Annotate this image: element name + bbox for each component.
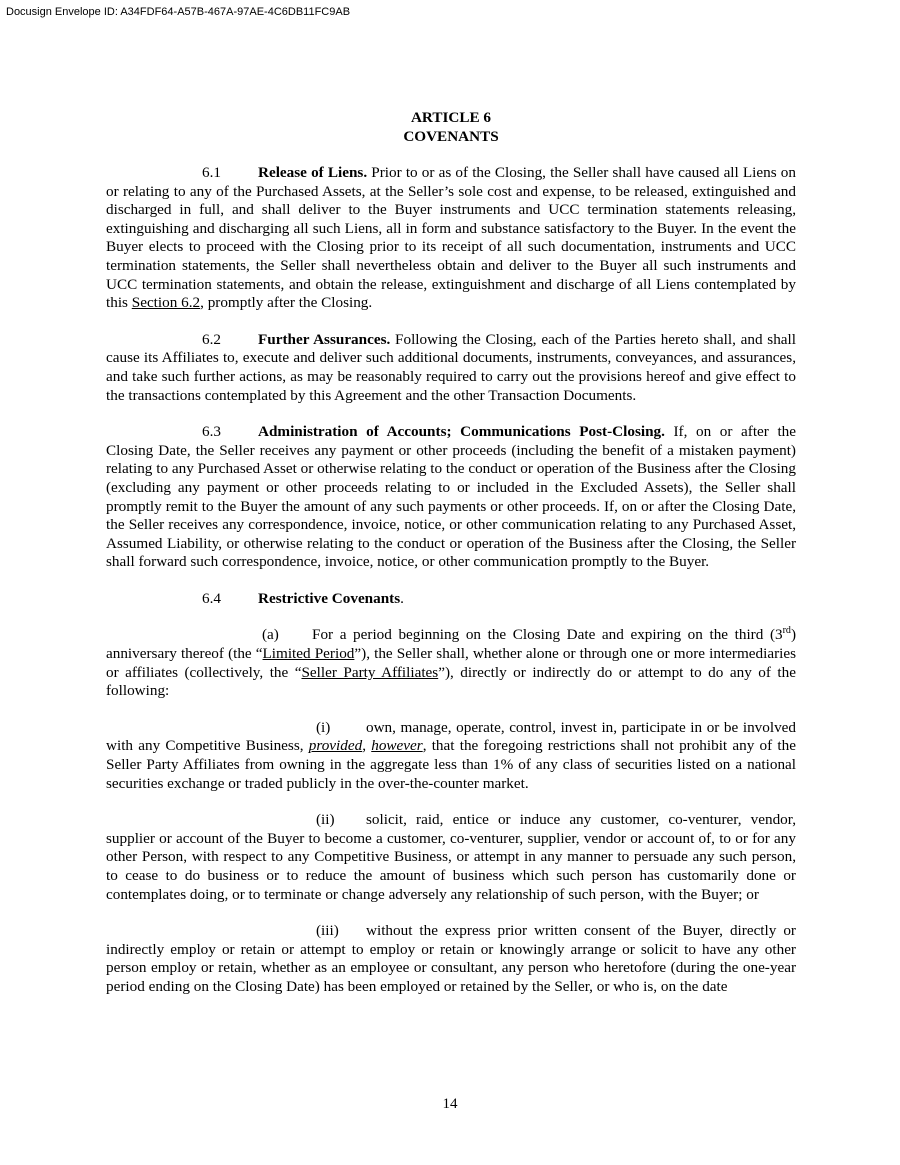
section-6-1: 6.1 Release of Liens. Prior to or as of the Closing, the Seller shall have caused all Liens on or relating to any of the Purchased Assets, at the Seller’s sole cost and expense, to be released, extinguished and discharged in full, and shall deliver to the Buyer instruments and UCC termination statements releasing, extinguishing and discharging all such Liens, all in form and substance satisfactory to the Buyer. In the event the Buyer elects to proceed with the Closing prior to its receipt of all such documentation, instruments and UCC termination statements, the Seller shall nevertheless obtain and deliver to the Buyer all such instruments and UCC termination statements, and obtain the release, extinguishment and discharge of all Liens contemplated by this Section 6.2, promptly after the Closing. [106,164,796,312]
defined-term: Seller Party Affiliates [301,663,439,681]
subsection-number: (a) [262,626,279,644]
clause-iii: (iii) without the express prior written consent of the Buyer, directly or indirectly employ or retain or attempt to employ or retain or knowingly arrange or solicit to have any other person employ or retain, whether as an employee or consultant, any person who heretofore (during the one-year period ending on the Closing Date) has been employed or retained by the Seller, or who is, on the date [106,922,796,995]
section-heading: Administration of Accounts; Communications Post-Closing. [258,423,665,441]
clause-ii: (ii) solicit, raid, entice or induce any customer, co-venturer, vendor, supplier or account of the Buyer to become a customer, co-venturer, supplier, vendor or account of, to or for any other Person, with respect to any Competitive Business, or attempt in any manner to persuade any such person, to cease to do business or to reduce the amount of business which such person has customarily done or contemplates doing, or to terminate or change adversely any relationship of such person, with the Buyer; or [106,811,796,903]
section-6-3: 6.3 Administration of Accounts; Communications Post-Closing. If, on or after the Closing Date, the Seller receives any payment or other proceeds (including the benefit of a mistaken payment) relating to any Purchased Asset or otherwise relating to the conduct or operation of the Business after the Closing (excluding any payment or other proceeds relating to or included in the Excluded Assets), the Seller shall promptly remit to the Buyer the amount of any such payments or other proceeds. If, on or after the Closing Date, the Seller receives any correspondence, invoice, notice, or other communication relating to any Purchased Asset, Assumed Liability, or otherwise relating to the conduct or operation of the Business after the Closing, the Seller shall forward such correspondence, invoice, notice, or other communication promptly to the Buyer. [106,423,796,571]
article-title: COVENANTS [403,128,499,145]
section-6-2: 6.2 Further Assurances. Following the Closing, each of the Parties hereto shall, and shall cause its Affiliates to, execute and deliver such additional documents, instruments, conveyances, and assurances, and take such further actions, as may be reasonably required to carry out the provisions hereof and give effect to the transactions contemplated by this Agreement and the other Transaction Documents. [106,330,796,404]
envelope-id: Docusign Envelope ID: A34FDF64-A57B-467A-97AE-4C6DB11FC9AB [6,6,351,18]
defined-term: Limited Period [262,645,355,663]
clause-i: (i) own, manage, operate, control, invest in, participate in or be involved with any Competitive Business, provided, however, that the foregoing restrictions shall not prohibit any of the Seller Party Affiliates from owning in the aggregate less than 1% of any class of securities listed on a national securities exchange or traded publicly in the over-the-counter market. [106,718,796,792]
section-heading: Release of Liens. [258,164,368,181]
clause-number: (iii) [316,922,339,940]
page-number: 14 [442,1096,458,1112]
clause-number: (ii) [316,811,335,829]
document-page [106,100,796,997]
section-heading: Restrictive Covenants [258,589,401,607]
section-reference-link: Section 6.2 [131,294,201,312]
section-heading: Further Assurances. [258,330,391,348]
section-number: 6.4 [202,589,221,607]
section-number: 6.2 [202,330,221,348]
section-number: 6.1 [202,164,221,181]
clause-number: (i) [316,718,331,736]
section-6-4: 6.4 Restrictive Covenants. [202,589,404,607]
section-number: 6.3 [202,423,221,441]
subsection-a: (a) For a period beginning on the Closing Date and expiring on the third (3rd) anniversary thereof (the “Limited Period”), the Seller shall, whether alone or through one or more intermediaries or affiliates (collectively, the “Seller Party Affiliates”), directly or indirectly do or attempt to do any of the following: [106,625,796,700]
article-number: ARTICLE 6 [410,109,492,126]
